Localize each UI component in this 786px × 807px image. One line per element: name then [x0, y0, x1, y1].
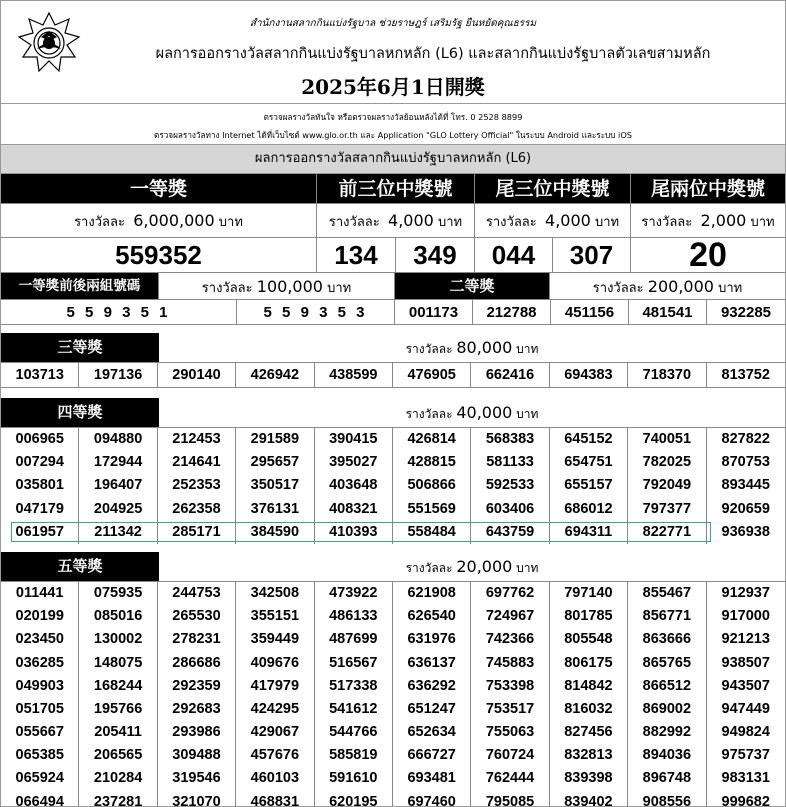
second-prize-label: 二等獎: [395, 273, 550, 300]
fourth-prize-amount: รางวัลละ 40,000 บาท: [405, 403, 539, 422]
prize-number: 921213: [721, 631, 770, 648]
prize-number: 049903: [1, 675, 79, 698]
number-row: [1, 767, 785, 790]
prize-number: 855467: [628, 582, 706, 605]
number-row: [1, 652, 785, 675]
prize-number: 007294: [1, 451, 79, 474]
prize-number: 745883: [471, 652, 549, 675]
third-prize-label: 三等獎: [1, 333, 159, 362]
prize-number: 214641: [158, 451, 236, 474]
prize-number: 999682: [721, 793, 770, 807]
prize-number: 832813: [550, 744, 628, 767]
agency-slogan: สำนักงานสลากกินแบ่งรัฐบาล ช่วยราษฎร์ เสริมรัฐ ยืนหยัดคุณธรรม: [249, 18, 537, 29]
prize-number: 410393: [315, 521, 393, 544]
prize-number: 920659: [721, 500, 770, 517]
number-row: [1, 428, 785, 451]
info-website: ตรวจผลรางวัลทาง Internet ได้ที่เว็บไซต์ www.glo.or.th และ Application "GLO Lottery Official" ในระบบ Android และระบบ iOS: [154, 130, 632, 140]
prize-number: 541612: [315, 698, 393, 721]
prize-number: 544766: [315, 721, 393, 744]
prize-number: 839402: [550, 791, 628, 807]
fourth-prize-label: 四等獎: [1, 398, 159, 427]
prize-number: 408321: [315, 498, 393, 521]
fifth-prize-amount: รางวัลละ 20,000 บาท: [405, 556, 539, 576]
prize-number: 292359: [158, 675, 236, 698]
prize-number: 085016: [79, 605, 157, 628]
prize-number: 265530: [158, 605, 236, 628]
prize-number: 568383: [471, 428, 549, 451]
number-row: [1, 363, 785, 388]
prize-number: 130002: [79, 628, 157, 651]
prize-number: 417979: [236, 675, 314, 698]
prize-number: 863666: [628, 628, 706, 651]
prize-number: 694311: [550, 521, 628, 544]
number-row: [1, 721, 785, 744]
prize-number: 428815: [393, 451, 471, 474]
number-row: [1, 451, 785, 474]
prize-number: 813752: [707, 363, 785, 388]
near-first-amount: รางวัลละ 100,000 บาท: [159, 273, 395, 300]
near-first-number: 5 5 9 3 5 3: [237, 300, 395, 325]
number-row: [1, 744, 785, 767]
back3-number: 307: [553, 238, 631, 273]
prize-number: 051705: [1, 698, 79, 721]
third-prize-numbers: [1, 363, 785, 388]
near-first-number: 5 5 9 3 5 1: [1, 300, 237, 325]
prize-number: 643759: [471, 521, 549, 544]
prize-number: 983131: [721, 770, 770, 787]
prize-number: 782025: [628, 451, 706, 474]
fifth-prize-numbers: [1, 582, 785, 807]
prize-number: 686012: [550, 498, 628, 521]
prize-number: 065924: [1, 767, 79, 790]
prize-number: 655157: [550, 474, 628, 497]
prize-number: 912937: [721, 584, 770, 601]
second-prize-number: 451156: [551, 300, 629, 325]
prize-number: 295657: [236, 451, 314, 474]
info-panel: [1, 104, 785, 145]
back2-label: 尾兩位中獎號: [631, 174, 785, 204]
prize-number: 460103: [236, 767, 314, 790]
prize-number: 753398: [471, 675, 549, 698]
prize-number: 517338: [315, 675, 393, 698]
prize-number: 211342: [79, 521, 157, 544]
prize-number: 285171: [158, 521, 236, 544]
number-row: [1, 791, 785, 807]
prize-number: 816032: [550, 698, 628, 721]
first-prize-amount: รางวัลละ 6,000,000 บาท: [1, 204, 317, 238]
prize-number: 390415: [315, 428, 393, 451]
prize-number: 035801: [1, 474, 79, 497]
prize-number: 196407: [79, 474, 157, 497]
prize-number: 210284: [79, 767, 157, 790]
near-and-second: [1, 273, 785, 325]
prize-number: 065385: [1, 744, 79, 767]
prize-number: 949824: [721, 724, 770, 741]
prize-number: 631976: [393, 628, 471, 651]
front3-number: 134: [317, 238, 396, 273]
back2-number: 20: [631, 238, 785, 273]
prize-number: 468831: [236, 791, 314, 807]
prize-number: 292683: [158, 698, 236, 721]
second-prize-number: 001173: [395, 300, 473, 325]
prize-number: 869002: [628, 698, 706, 721]
back3-label: 尾三位中獎號: [475, 174, 631, 204]
prize-number: 486133: [315, 605, 393, 628]
prize-number: 742366: [471, 628, 549, 651]
prize-number: 506866: [393, 474, 471, 497]
prize-number: 558484: [393, 521, 471, 544]
third-prize-amount: รางวัลละ 80,000 บาท: [405, 338, 539, 357]
prize-number: 195766: [79, 698, 157, 721]
prize-number: 205411: [79, 721, 157, 744]
prize-number: 603406: [471, 498, 549, 521]
prize-number: 753517: [471, 698, 549, 721]
section-title: ผลการออกรางวัลสลากกินแบ่งรัฐบาลหกหลัก (L6): [1, 145, 785, 174]
near-first-label: 一等獎前後兩組號碼: [1, 273, 159, 300]
prize-number: 061957: [1, 521, 79, 544]
info-phone: ตรวจผลรางวัลทันใจ หรือตรวจผลรางวัลย้อนหลังได้ที่ โทร. 0 2528 8899: [263, 112, 523, 122]
fourth-prize-numbers: [1, 428, 785, 544]
prize-number: 309488: [158, 744, 236, 767]
prize-number: 938507: [721, 654, 770, 671]
prize-number: 694383: [550, 363, 628, 388]
prize-number: 645152: [550, 428, 628, 451]
back2-amount: รางวัลละ 2,000 บาท: [631, 204, 785, 238]
prize-number: 662416: [471, 363, 549, 388]
prize-number: 384590: [236, 521, 314, 544]
prize-number: 290140: [158, 363, 236, 388]
prize-number: 626540: [393, 605, 471, 628]
number-row: [1, 605, 785, 628]
prize-number: 693481: [393, 767, 471, 790]
second-prize-number: 212788: [473, 300, 551, 325]
prize-number: 740051: [628, 428, 706, 451]
number-row: [1, 628, 785, 651]
prize-number: 865765: [628, 652, 706, 675]
third-prize-section: [1, 333, 785, 388]
prize-number: 212453: [158, 428, 236, 451]
prize-number: 237281: [79, 791, 157, 807]
prize-number: 894036: [628, 744, 706, 767]
prize-number: 355151: [236, 605, 314, 628]
prize-number: 908556: [628, 791, 706, 807]
prize-number: 882992: [628, 721, 706, 744]
front3-amount: รางวัลละ 4,000 บาท: [317, 204, 475, 238]
prize-number: 654751: [550, 451, 628, 474]
prize-number: 342508: [236, 582, 314, 605]
prize-number: 055667: [1, 721, 79, 744]
prize-number: 762444: [471, 767, 549, 790]
prize-number: 805548: [550, 628, 628, 651]
second-prize-amount: รางวัลละ 200,000 บาท: [550, 273, 785, 300]
prize-number: 094880: [79, 428, 157, 451]
prize-number: 755063: [471, 721, 549, 744]
prize-number: 697460: [393, 791, 471, 807]
prize-number: 806175: [550, 652, 628, 675]
fifth-prize-section: [1, 552, 785, 807]
prize-number: 801785: [550, 605, 628, 628]
prize-number: 827456: [550, 721, 628, 744]
prize-number: 168244: [79, 675, 157, 698]
prize-number: 424295: [236, 698, 314, 721]
number-row: [1, 675, 785, 698]
prize-number: 760724: [471, 744, 549, 767]
prize-number: 286686: [158, 652, 236, 675]
number-row: [1, 582, 785, 605]
prize-number: 376131: [236, 498, 314, 521]
prize-number: 621908: [393, 582, 471, 605]
prize-number: 896748: [628, 767, 706, 790]
prize-number: 011441: [1, 582, 79, 605]
prize-number: 651247: [393, 698, 471, 721]
fifth-prize-label: 五等獎: [1, 552, 159, 581]
prize-number: 724967: [471, 605, 549, 628]
first-prize-number: 559352: [1, 238, 317, 273]
prize-number: 516567: [315, 652, 393, 675]
prize-number: 244753: [158, 582, 236, 605]
prize-number: 350517: [236, 474, 314, 497]
prize-number: 426814: [393, 428, 471, 451]
fourth-prize-section: [1, 398, 785, 544]
top-prizes: [1, 174, 785, 273]
prize-number: 206565: [79, 744, 157, 767]
back3-number: 044: [475, 238, 553, 273]
prize-number: 204925: [79, 498, 157, 521]
prize-number: 473922: [315, 582, 393, 605]
prize-number: 457676: [236, 744, 314, 767]
prize-number: 252353: [158, 474, 236, 497]
prize-number: 581133: [471, 451, 549, 474]
number-row: [1, 521, 785, 544]
prize-number: 075935: [79, 582, 157, 605]
prize-number: 795085: [471, 791, 549, 807]
prize-number: 652634: [393, 721, 471, 744]
prize-number: 262358: [158, 498, 236, 521]
prize-number: 866512: [628, 675, 706, 698]
draw-date: 2025年6月1日開獎: [301, 75, 485, 99]
prize-number: 591610: [315, 767, 393, 790]
prize-number: 697762: [471, 582, 549, 605]
prize-number: 409676: [236, 652, 314, 675]
prize-number: 197136: [79, 363, 157, 388]
prize-number: 636137: [393, 652, 471, 675]
header-title: ผลการออกรางวัลสลากกินแบ่งรัฐบาลหกหลัก (L6) และสลากกินแบ่งรัฐบาลตัวเลขสามหลัก: [155, 46, 711, 62]
prize-number: 036285: [1, 652, 79, 675]
prize-number: 666727: [393, 744, 471, 767]
prize-number: 476905: [393, 363, 471, 388]
prize-number: 426942: [236, 363, 314, 388]
prize-number: 893445: [721, 477, 770, 494]
prize-number: 293986: [158, 721, 236, 744]
prize-number: 797140: [550, 582, 628, 605]
prize-number: 047179: [1, 498, 79, 521]
prize-number: 006965: [1, 428, 79, 451]
prize-number: 278231: [158, 628, 236, 651]
prize-number: 148075: [79, 652, 157, 675]
prize-number: 870753: [721, 454, 770, 471]
number-row: [1, 698, 785, 721]
prize-number: 620195: [315, 791, 393, 807]
prize-number: 291589: [236, 428, 314, 451]
prize-number: 551569: [393, 498, 471, 521]
prize-number: 429067: [236, 721, 314, 744]
second-prize-number: 932285: [707, 300, 785, 325]
first-prize-label: 一等獎: [1, 174, 317, 204]
prize-number: 822771: [628, 521, 706, 544]
prize-number: 917000: [721, 608, 770, 625]
prize-number: 438599: [315, 363, 393, 388]
prize-number: 943507: [721, 677, 770, 694]
prize-number: 487699: [315, 628, 393, 651]
prize-number: 839398: [550, 767, 628, 790]
prize-number: 814842: [550, 675, 628, 698]
prize-number: 103713: [1, 363, 79, 388]
prize-number: 636292: [393, 675, 471, 698]
prize-number: 718370: [628, 363, 706, 388]
prize-number: 792049: [628, 474, 706, 497]
prize-number: 321070: [158, 791, 236, 807]
front3-label: 前三位中獎號: [317, 174, 475, 204]
prize-number: 020199: [1, 605, 79, 628]
prize-number: 359449: [236, 628, 314, 651]
header: [1, 1, 785, 104]
prize-number: 947449: [721, 700, 770, 717]
number-row: [1, 474, 785, 497]
prize-number: 856771: [628, 605, 706, 628]
front3-number: 349: [396, 238, 475, 273]
prize-number: 797377: [628, 498, 706, 521]
number-row: [1, 498, 785, 521]
prize-number: 172944: [79, 451, 157, 474]
prize-number: 023450: [1, 628, 79, 651]
prize-number: 319546: [158, 767, 236, 790]
prize-number: 403648: [315, 474, 393, 497]
prize-number: 827822: [721, 431, 770, 447]
prize-number: 936938: [721, 523, 770, 540]
second-prize-number: 481541: [629, 300, 707, 325]
prize-number: 066494: [1, 791, 79, 807]
prize-number: 975737: [721, 747, 770, 764]
prize-number: 395027: [315, 451, 393, 474]
prize-number: 592533: [471, 474, 549, 497]
back3-amount: รางวัลละ 4,000 บาท: [475, 204, 631, 238]
prize-number: 585819: [315, 744, 393, 767]
